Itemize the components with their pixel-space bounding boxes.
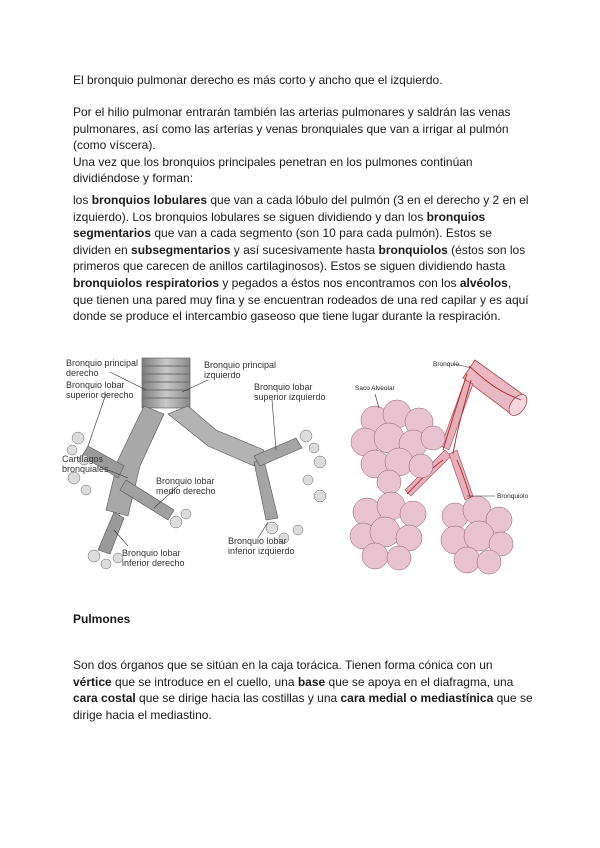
label-cartilagos-bronquiales: bronquiales bbox=[62, 464, 109, 474]
label-lobar-superior-izquierdo: Bronquio lobar bbox=[254, 382, 313, 392]
text-run: (éstos son los primeros que carecen de anillos cartilaginosos). Estos se siguen dividiendo hasta bbox=[73, 242, 526, 274]
text-run: y así sucesivamente hasta bbox=[230, 242, 379, 257]
bronchial-tree-figure bbox=[58, 350, 348, 582]
term-vertice: vértice bbox=[73, 674, 112, 689]
paragraph-hilio bbox=[73, 104, 533, 187]
label-bronquiolo: Bronquiolo bbox=[497, 493, 529, 500]
label-lobar-superior-izquierdo: superior izquierdo bbox=[254, 392, 326, 402]
label-lobar-inferior-derecho: inferior derecho bbox=[122, 558, 185, 568]
label-lobar-inferior-izquierdo: Bronquio lobar bbox=[228, 536, 287, 546]
label-lobar-superior-derecho: superior derecho bbox=[66, 390, 134, 400]
label-lobar-inferior-derecho: Bronquio lobar bbox=[122, 548, 181, 558]
term-subsegmentarios: subsegmentarios bbox=[131, 242, 231, 257]
label-bronquio-principal-derecho: derecho bbox=[66, 368, 99, 378]
term-cara-costal: cara costal bbox=[73, 691, 136, 706]
label-cartilagos-bronquiales: Cartílagos bbox=[62, 454, 104, 464]
text-run: Son dos órganos que se sitúan en la caja torácica. Tienen forma cónica con un bbox=[73, 658, 493, 672]
term-bronquios-segmentarios: bronquios segmentarios bbox=[73, 209, 486, 241]
text-run: que se apoya en el diafragma, una bbox=[325, 674, 514, 689]
text-run: que se dirige hacia el mediastino. bbox=[73, 691, 533, 722]
text-run: que van a cada segmento (son 10 para cada pulmón). Estos se dividen en bbox=[73, 226, 492, 257]
label-bronquio: Bronquio bbox=[433, 361, 460, 368]
label-lobar-medio-derecho: Bronquio lobar bbox=[156, 476, 215, 486]
text-run: que van a cada lóbulo del pulmón (3 en el derecho y 2 en el izquierdo). Los bronquios lobulares se siguen dividiendo y dan los bbox=[73, 193, 529, 224]
trachea bbox=[142, 358, 190, 408]
text-run: que se dirige hacia las costillas y una bbox=[135, 691, 341, 706]
alveolar-sac-upper bbox=[351, 400, 445, 494]
label-lobar-inferior-izquierdo: inferior izquierdo bbox=[228, 546, 295, 556]
term-base: base bbox=[297, 674, 326, 689]
alveolar-sac-lower bbox=[350, 492, 513, 574]
term-alveolos: alvéolos bbox=[459, 275, 508, 290]
label-bronquio-principal-izquierdo: izquierdo bbox=[204, 370, 241, 380]
paragraph-division-bronquios bbox=[73, 192, 533, 325]
text-run: los bbox=[73, 193, 92, 207]
label-lobar-superior-derecho: Bronquio lobar bbox=[66, 380, 125, 390]
paragraph-text: Por el hilio pulmonar entrarán también las arterias pulmonares y saldrán las venas pulmonares, así como las arterias y venas bronquiales que van a irrigar al pulmón (como víscera). bbox=[73, 105, 511, 153]
text-run: que se introduce en el cuello, una bbox=[111, 674, 298, 689]
term-bronquiolos: bronquiolos bbox=[378, 242, 448, 257]
label-bronquio-principal-derecho: Bronquio principal bbox=[66, 358, 139, 368]
text-run: , que tienen una pared muy fina y se encuentran rodeados de una red capilar y es aquí donde se produce el intercambio gaseoso que tiene lugar durante la respiración. bbox=[73, 275, 529, 324]
term-bronquiolos-respiratorios: bronquiolos respiratorios bbox=[73, 275, 220, 290]
term-cara-medial: cara medial o mediastínica bbox=[340, 691, 494, 706]
label-lobar-medio-derecho: medio derecho bbox=[156, 486, 216, 496]
label-saco-alveolar: Saco Alveolar bbox=[355, 385, 395, 392]
paragraph-pulmones bbox=[73, 657, 533, 723]
section-heading-pulmones: Pulmones bbox=[73, 612, 131, 626]
paragraph-text: Una vez que los bronquios principales penetran en los pulmones continúan dividiéndose y forman: bbox=[73, 154, 473, 186]
paragraph-bronquio-derecho bbox=[73, 72, 533, 89]
text-run: y pegados a éstos nos encontramos con los bbox=[219, 275, 460, 290]
paragraph-text: El bronquio pulmonar derecho es más corto y ancho que el izquierdo. bbox=[73, 73, 443, 87]
term-bronquios-lobulares: bronquios lobulares bbox=[91, 193, 208, 207]
label-bronquio-principal-izquierdo: Bronquio principal bbox=[204, 360, 277, 370]
alveoli-figure bbox=[345, 350, 535, 600]
